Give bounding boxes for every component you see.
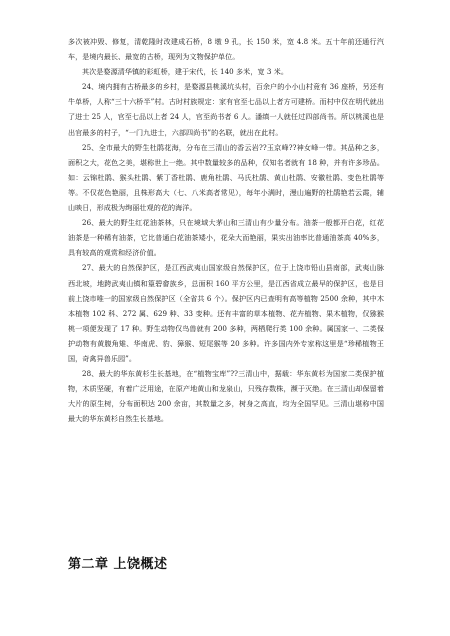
paragraph-rainbow-bridge: 其次是婺源清华镇的彩虹桥，建于宋代，长 140 多米，宽 3 米。 bbox=[82, 67, 289, 77]
paragraph-item-28: 28、最大的华东黄杉生长基地，在“植物宝库”??三清山中，据载：华东黄杉为国家二类保护植物，木质坚硬，有着广泛用途，在原产地黄山和龙泉山，只残存数株，濒于灭绝。在三清山却保留着大片的原生树，分布面积达 200 余亩，其数量之多，树身之高直，均为全国罕见。三清山堪称中国最大的华东黄杉自然生长基地。 bbox=[68, 369, 384, 424]
chapter-heading: 第二章 上饶概述 bbox=[68, 557, 168, 572]
paragraph-item-26: 26、最大的野生红花油茶林，只在境域大茅山和三清山有少量分布。油茶一般都开白花，红花油茶是一种稀有油茶，它比普通白花油茶矮小，花朵大而艳丽，果实出油率比普通油茶高 40%多，具有较高的观赏和经济价值。 bbox=[68, 218, 384, 258]
paragraph-bridge-continued: 多次被冲毁、修复，清乾隆时改建成石桥，8 墩 9 孔，长 150 米，宽 4.8 米。五十年前还通行汽车，是境内最长、最宽的古桥，现列为文物保护单位。 bbox=[68, 37, 384, 62]
document-body bbox=[68, 34, 384, 426]
paragraph-item-24: 24、境内拥有古桥最多的乡村，是婺源县桃溪坑头村，百余户的小小山村竟有 36 座桥，另还有牛单桥，人称“三十六桥半”村。古时村族规定：家有官至七品以上者方可建桥。而村中仅在明代就出了进士 25 人，官至七品以上者 24 人，官至尚书者 6 人。潘缜一人就任过四部尚书。所以桃溪也是出官最多的村子，“一门九进士，六部四尚书”的名联，就出在此村。 bbox=[68, 82, 384, 137]
paragraph-item-25: 25、全市最大的野生杜鹃花海，分布在三清山的香云岩??玉京峰??神女峰一带。其品种之多，面积之大，花色之美，堪称世上一绝。其中数量较多的品种，仅知名者就有 18 种，并有许多珍品。如：云锦杜鹃、猴头杜鹃、紫丁香杜鹃、鹿角杜鹃、马氏杜鹃、黄山杜鹃、安徽杜鹃、变色杜鹃等等。不仅花色艳丽，且株形高大（七、八米高者常见），每年小满时，漫山遍野的杜鹃艳若云霞，辅山映日，形成极为绚丽壮观的花的海洋。 bbox=[68, 142, 384, 213]
paragraph-item-27: 27、最大的自然保护区，是江西武夷山国家级自然保护区，位于上饶市铅山县南部，武夷山脉西北坡，地跨武夷山镇和篁碧畲族乡，总面积 160 平方公里，是江西省成立最早的保护区，也是目前上饶市唯一的国家级自然保护区（全省共 6 个）。保护区内已查明有高等植物 2500 余种，其中木本植物 102 科、272 属、629 种、33 变种。还有丰富的草本植物、花卉植物、果木植物，仅猕猴桃一项便发现了 17 种。野生动物仅鸟兽就有 200 多种，两栖爬行类 100 余种。属国家一、二类保护动物有黄腹角雉、华南虎、豹、獐猴、短尾猴等 20 多种。许多国内外专家称这里是“珍稀植物王国，奇禽异兽乐园”。 bbox=[68, 263, 384, 363]
